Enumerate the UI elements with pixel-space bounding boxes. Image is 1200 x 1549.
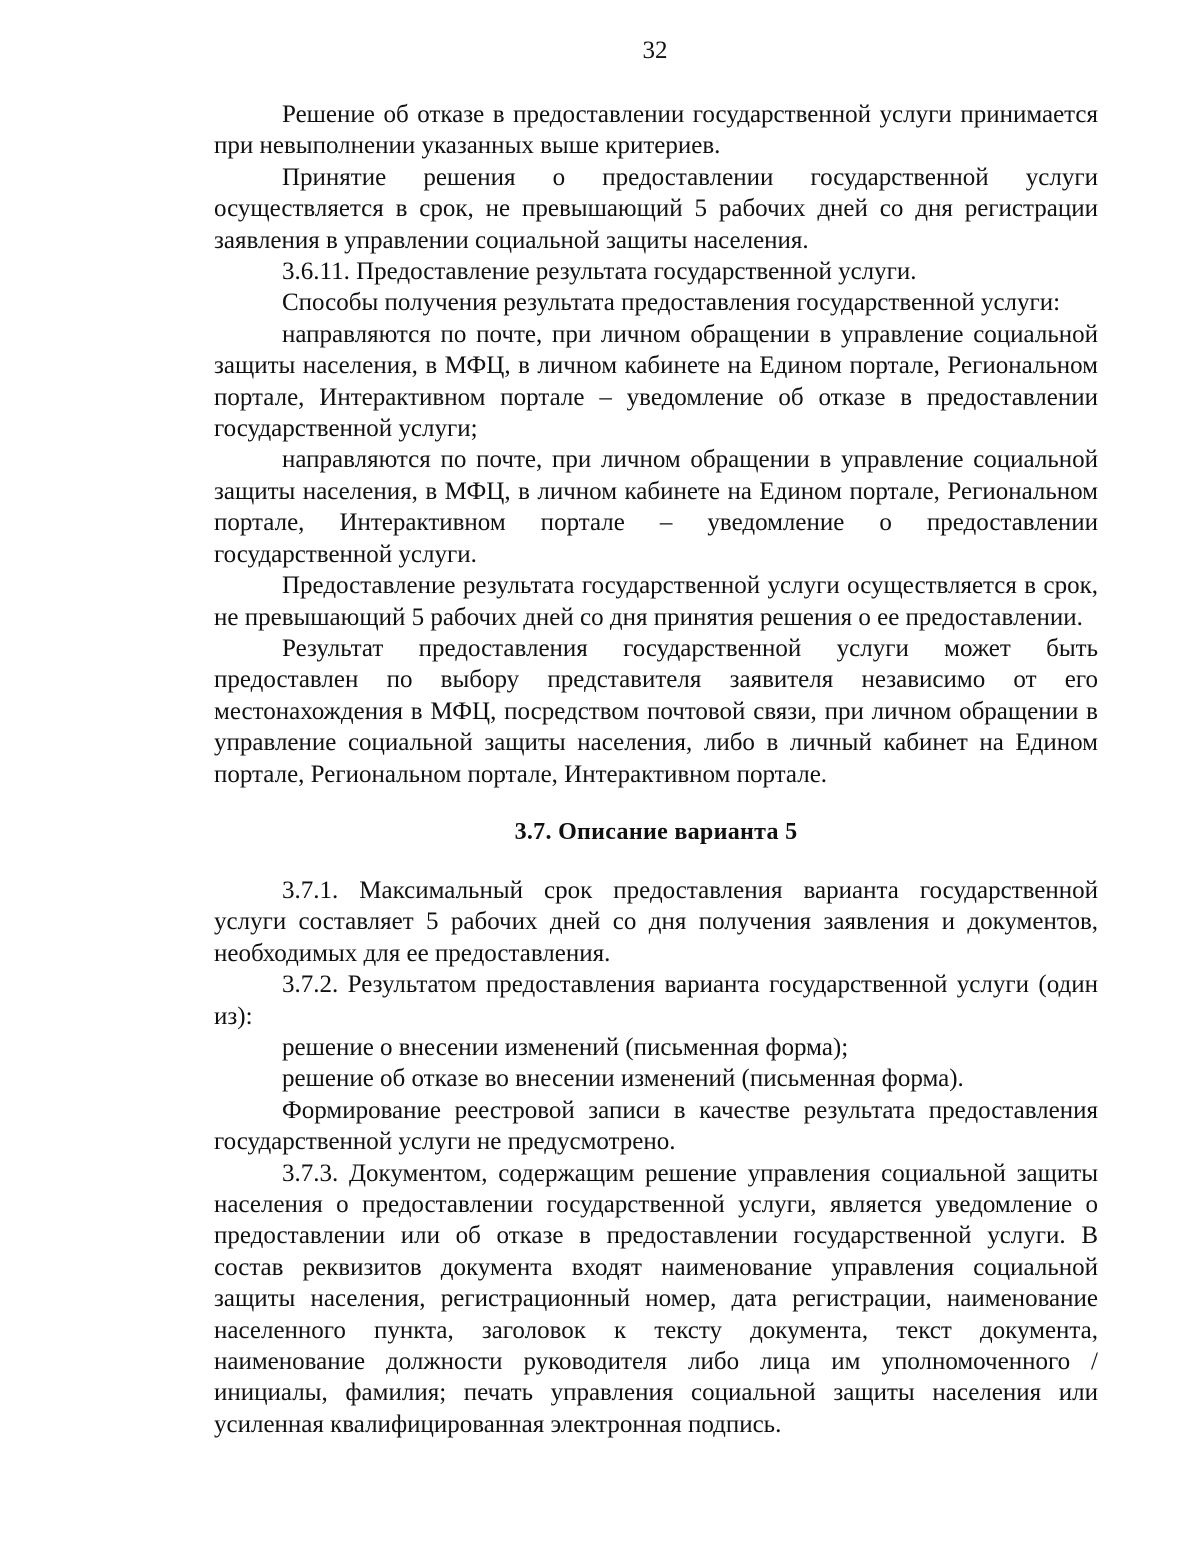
paragraph: 3.7.2. Результатом предоставления варианта государственной услуги (один из): [214, 971, 1098, 1030]
paragraph: Предоставление результата государственной услуги осуществляется в срок, не превышающий 5 рабочих дней со дня принятия решения о ее предоставлении. [214, 572, 1098, 631]
paragraph: Принятие решения о предоставлении государственной услуги осуществляется в срок, не превышающий 5 рабочих дней со дня регистрации заявления в управлении социальной защиты населения. [214, 163, 1098, 254]
paragraph: Решение об отказе в предоставлении государственной услуги принимается при невыполнении указанных выше критериев. [214, 101, 1098, 160]
paragraph: 3.7.1. Максимальный срок предоставления варианта государственной услуги составляет 5 рабочих дней со дня получения заявления и документов, необходимых для ее предоставления. [214, 876, 1098, 967]
document-body [214, 99, 1098, 1440]
paragraph: 3.6.11. Предоставление результата государственной услуги. [282, 258, 917, 286]
paragraph: Формирование реестровой записи в качестве результата предоставления государственной услуги не предусмотрено. [214, 1096, 1098, 1156]
paragraph: направляются по почте, при личном обращении в управление социальной защиты населения, в МФЦ, в личном кабинете на Едином портале, Региональном портале, Интерактивном портале – уведомление об отказе в предоставлении государственной услуги; [214, 320, 1098, 443]
paragraph: решение об отказе во внесении изменений (письменная форма). [282, 1065, 964, 1093]
page-number: 32 [642, 37, 668, 64]
paragraph: Результат предоставления государственной услуги может быть предоставлен по выбору представителя заявителя независимо от его местонахождения в МФЦ, посредством почтовой связи, при личном обращении в управление социальной защиты населения, либо в личный кабинет на Едином портале, Региональном портале, Интерактивном портале. [214, 634, 1098, 788]
paragraph: Способы получения результата предоставления государственной услуги: [282, 289, 1061, 317]
paragraph: решение о внесении изменений (письменная форма); [282, 1033, 849, 1061]
paragraph: 3.7.3. Документом, содержащим решение управления социальной защиты населения о предоставлении государственной услуги, является уведомление о предоставлении или об отказе в предоставлении государственной услуги. В состав реквизитов документа входят наименование управления социальной защиты населения, регистрационный номер, дата регистрации, наименование населенного пункта, заголовок к тексту документа, текст документа, наименование должности руководителя либо лица им уполномоченного / инициалы, фамилия; печать управления социальной защиты населения или усиленная квалифицированная электронная подпись. [214, 1159, 1098, 1438]
paragraph: направляются по почте, при личном обращении в управление социальной защиты населения, в МФЦ, в личном кабинете на Едином портале, Региональном портале, Интерактивном портале – уведомление о предоставлении государственной услуги. [214, 446, 1098, 568]
section-heading: 3.7. Описание варианта 5 [514, 818, 798, 845]
